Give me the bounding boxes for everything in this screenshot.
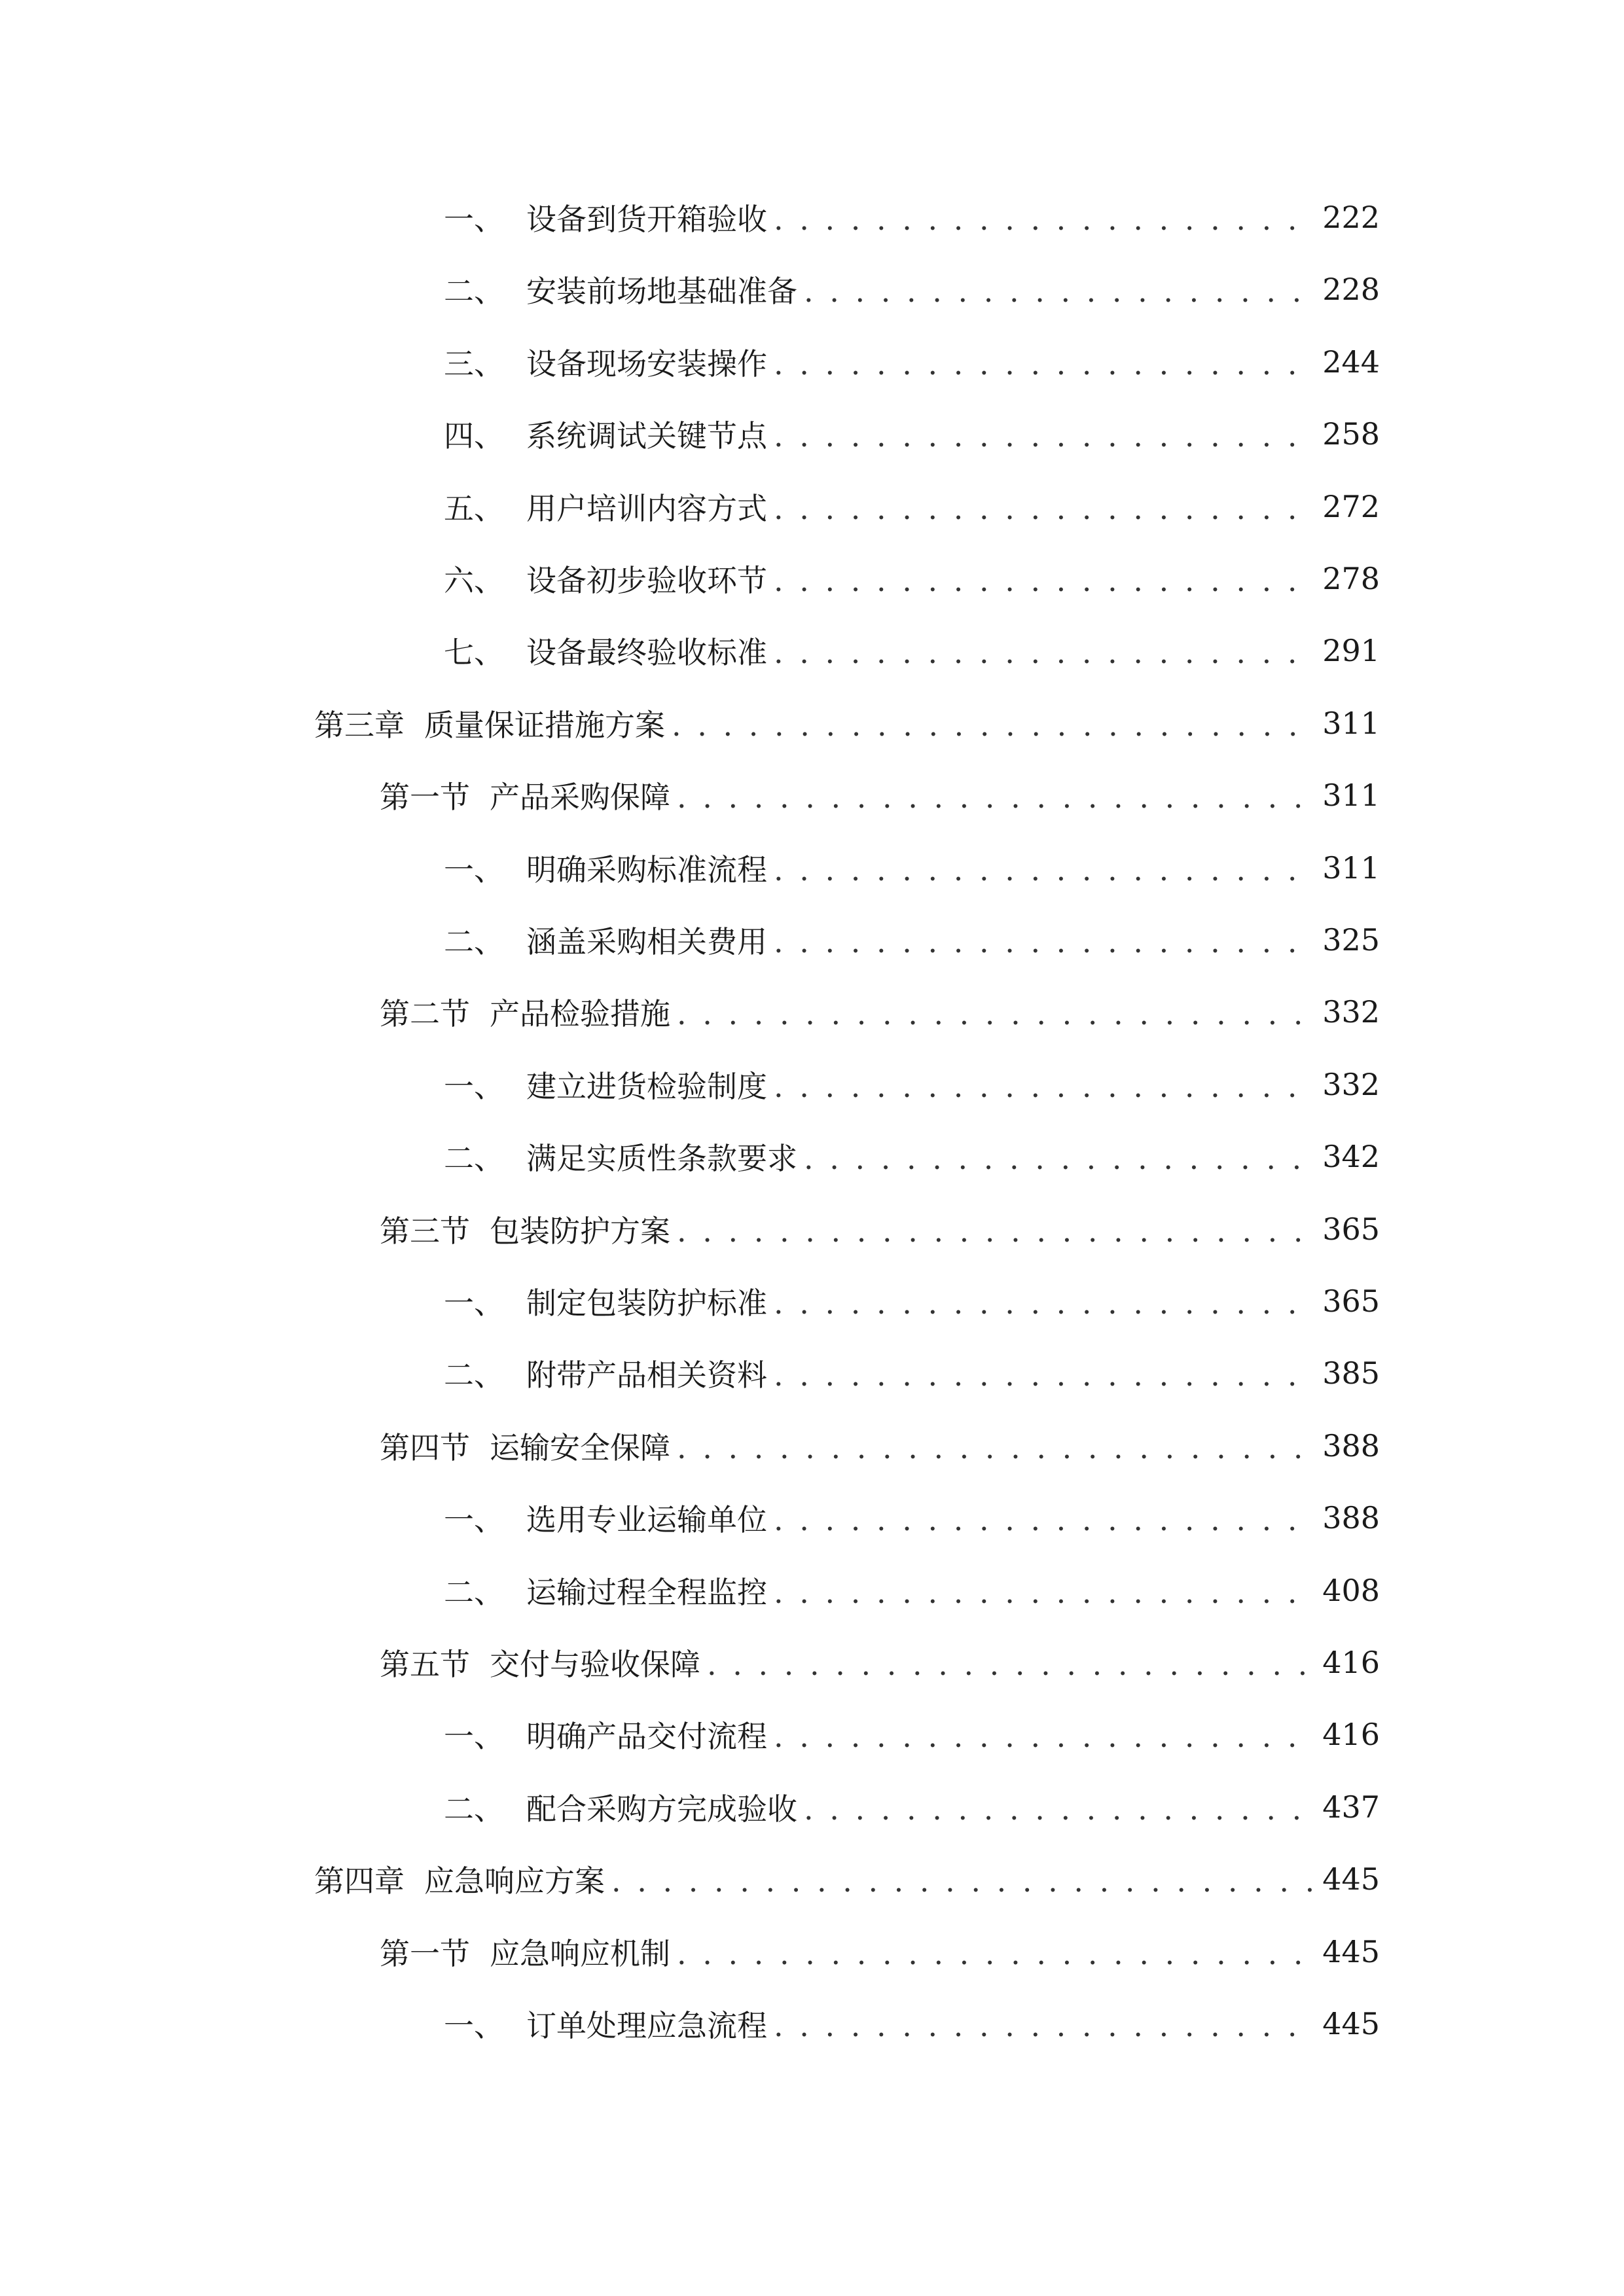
toc-entry-number: 第一节	[380, 1936, 470, 1971]
toc-entry-title: 设备最终验收标准	[526, 635, 767, 670]
toc-dot-leader	[774, 631, 1312, 670]
toc-entry-title: 设备初步验收环节	[526, 563, 767, 598]
toc-dot-leader	[774, 1715, 1312, 1754]
toc-dot-leader	[677, 776, 1312, 815]
toc-entry-page-number: 272	[1322, 489, 1380, 524]
toc-entry[interactable]	[380, 1926, 1380, 1978]
toc-dot-leader	[774, 848, 1312, 888]
toc-dot-leader	[774, 487, 1312, 526]
toc-entry-title: 产品采购保障	[490, 780, 670, 815]
toc-entry[interactable]	[444, 480, 1380, 533]
toc-entry[interactable]	[444, 842, 1380, 894]
toc-dot-leader	[804, 1787, 1312, 1827]
toc-dot-leader	[774, 198, 1312, 237]
toc-entry-page-number: 278	[1322, 561, 1380, 596]
toc-entry[interactable]	[444, 1130, 1380, 1183]
toc-entry-page-number: 445	[1322, 1934, 1380, 1969]
toc-entry-title: 系统调试关键节点	[526, 418, 767, 454]
toc-entry-page-number: 385	[1322, 1355, 1380, 1391]
toc-entry-title: 配合采购方完成验收	[526, 1791, 797, 1827]
toc-entry-page-number: 222	[1322, 200, 1380, 235]
toc-entry-title: 选用专业运输单位	[526, 1502, 767, 1537]
toc-entry[interactable]	[444, 1492, 1380, 1544]
toc-entry[interactable]	[444, 1708, 1380, 1761]
toc-entry-page-number: 258	[1322, 416, 1380, 452]
toc-dot-leader	[774, 414, 1312, 454]
toc-dot-leader	[774, 1498, 1312, 1537]
toc-entry-page-number: 244	[1322, 344, 1380, 380]
toc-entry-title: 安装前场地基础准备	[526, 274, 797, 309]
toc-dot-leader	[774, 1065, 1312, 1104]
toc-entry-page-number: 388	[1322, 1500, 1380, 1535]
toc-entry[interactable]	[314, 1853, 1380, 1905]
toc-entry-page-number: 291	[1322, 633, 1380, 668]
toc-entry-page-number: 445	[1322, 1861, 1380, 1897]
toc-entry-number: 二、	[444, 1575, 504, 1610]
toc-entry-number: 一、	[444, 1502, 504, 1537]
toc-entry[interactable]	[444, 336, 1380, 388]
toc-entry-page-number: 408	[1322, 1573, 1380, 1608]
toc-entry[interactable]	[444, 1275, 1380, 1327]
toc-dot-leader	[804, 1137, 1312, 1176]
toc-entry[interactable]	[444, 408, 1380, 460]
toc-dot-leader	[774, 920, 1312, 960]
toc-entry[interactable]	[444, 552, 1380, 605]
toc-entry[interactable]	[444, 1781, 1380, 1833]
toc-entry[interactable]	[380, 986, 1380, 1038]
toc-entry-page-number: 228	[1322, 272, 1380, 307]
toc-entry-number: 三、	[444, 346, 504, 382]
toc-entry[interactable]	[444, 1347, 1380, 1399]
toc-entry-page-number: 437	[1322, 1789, 1380, 1825]
toc-entry-number: 六、	[444, 563, 504, 598]
toc-dot-leader	[774, 2004, 1312, 2043]
toc-dot-leader	[804, 270, 1312, 309]
toc-entry-number: 第一节	[380, 780, 470, 815]
toc-entry-title: 设备到货开箱验收	[526, 202, 767, 237]
toc-entry[interactable]	[380, 1636, 1380, 1689]
toc-entry-title: 运输过程全程监控	[526, 1575, 767, 1610]
toc-entry-number: 五、	[444, 491, 504, 526]
toc-entry-title: 设备现场安装操作	[526, 346, 767, 382]
toc-entry-title: 订单处理应急流程	[526, 2008, 767, 2043]
toc-entry-number: 七、	[444, 635, 504, 670]
toc-entry-title: 运输安全保障	[490, 1430, 670, 1465]
toc-entry[interactable]	[444, 263, 1380, 315]
toc-entry-page-number: 311	[1322, 706, 1380, 741]
toc-entry-page-number: 311	[1322, 850, 1380, 886]
toc-entry-page-number: 365	[1322, 1211, 1380, 1247]
toc-entry-title: 应急响应方案	[424, 1863, 605, 1899]
toc-entry-page-number: 332	[1322, 1067, 1380, 1102]
toc-entry-number: 第四节	[380, 1430, 470, 1465]
toc-dot-leader	[774, 1282, 1312, 1321]
toc-dot-leader	[677, 1426, 1312, 1465]
toc-dot-leader	[774, 559, 1312, 598]
toc-entry-title: 产品检验措施	[490, 996, 670, 1031]
toc-dot-leader	[774, 1571, 1312, 1610]
toc-entry-title: 用户培训内容方式	[526, 491, 767, 526]
toc-entry-page-number: 416	[1322, 1645, 1380, 1680]
toc-entry-number: 第五节	[380, 1647, 470, 1682]
toc-entry-number: 二、	[444, 1791, 504, 1827]
toc-dot-leader	[774, 1354, 1312, 1393]
toc-entry-number: 四、	[444, 418, 504, 454]
toc-entry-number: 第三节	[380, 1213, 470, 1249]
toc-entry-title: 涵盖采购相关费用	[526, 924, 767, 960]
toc-entry-title: 满足实质性条款要求	[526, 1141, 797, 1176]
toc-entry-number: 一、	[444, 1719, 504, 1754]
toc-entry[interactable]	[444, 1998, 1380, 2050]
toc-entry-page-number: 388	[1322, 1428, 1380, 1463]
toc-entry-number: 二、	[444, 1141, 504, 1176]
toc-entry[interactable]	[444, 191, 1380, 243]
toc-entry-number: 第三章	[314, 708, 405, 743]
toc-entry[interactable]	[444, 624, 1380, 677]
toc-entry-title: 明确产品交付流程	[526, 1719, 767, 1754]
toc-dot-leader	[677, 1210, 1312, 1249]
toc-dot-leader	[611, 1859, 1312, 1899]
toc-entry[interactable]	[380, 769, 1380, 821]
toc-entry-page-number: 445	[1322, 2006, 1380, 2041]
toc-entry[interactable]	[444, 914, 1380, 966]
toc-entry-number: 第二节	[380, 996, 470, 1031]
toc-entry[interactable]	[314, 697, 1380, 749]
toc-entry-page-number: 332	[1322, 994, 1380, 1030]
toc-entry-number: 一、	[444, 2008, 504, 2043]
toc-dot-leader	[672, 704, 1312, 743]
toc-entry-number: 一、	[444, 202, 504, 237]
toc-entry-title: 附带产品相关资料	[526, 1357, 767, 1393]
toc-entry-number: 一、	[444, 852, 504, 888]
toc-entry-title: 建立进货检验制度	[526, 1069, 767, 1104]
toc-entry-page-number: 342	[1322, 1139, 1380, 1174]
toc-dot-leader	[707, 1643, 1312, 1682]
toc-entry-title: 应急响应机制	[490, 1936, 670, 1971]
toc-entry-page-number: 416	[1322, 1717, 1380, 1752]
toc-entry-page-number: 365	[1322, 1283, 1380, 1319]
toc-entry-number: 二、	[444, 1357, 504, 1393]
toc-entry-page-number: 311	[1322, 778, 1380, 813]
toc-entry-number: 一、	[444, 1069, 504, 1104]
toc-dot-leader	[774, 342, 1312, 382]
toc-entry-number: 一、	[444, 1285, 504, 1321]
toc-entry[interactable]	[380, 1203, 1380, 1255]
toc-entry-title: 明确采购标准流程	[526, 852, 767, 888]
toc-entry[interactable]	[444, 1564, 1380, 1617]
toc-dot-leader	[677, 992, 1312, 1031]
toc-entry-page-number: 325	[1322, 922, 1380, 958]
toc-entry-title: 包装防护方案	[490, 1213, 670, 1249]
toc-entry-number: 二、	[444, 924, 504, 960]
toc-entry-number: 二、	[444, 274, 504, 309]
toc-entry[interactable]	[444, 1058, 1380, 1111]
toc-entry-title: 制定包装防护标准	[526, 1285, 767, 1321]
toc-entry[interactable]	[380, 1420, 1380, 1472]
toc-dot-leader	[677, 1932, 1312, 1971]
toc-entry-title: 质量保证措施方案	[424, 708, 665, 743]
toc-entry-title: 交付与验收保障	[490, 1647, 700, 1682]
toc-entry-number: 第四章	[314, 1863, 405, 1899]
